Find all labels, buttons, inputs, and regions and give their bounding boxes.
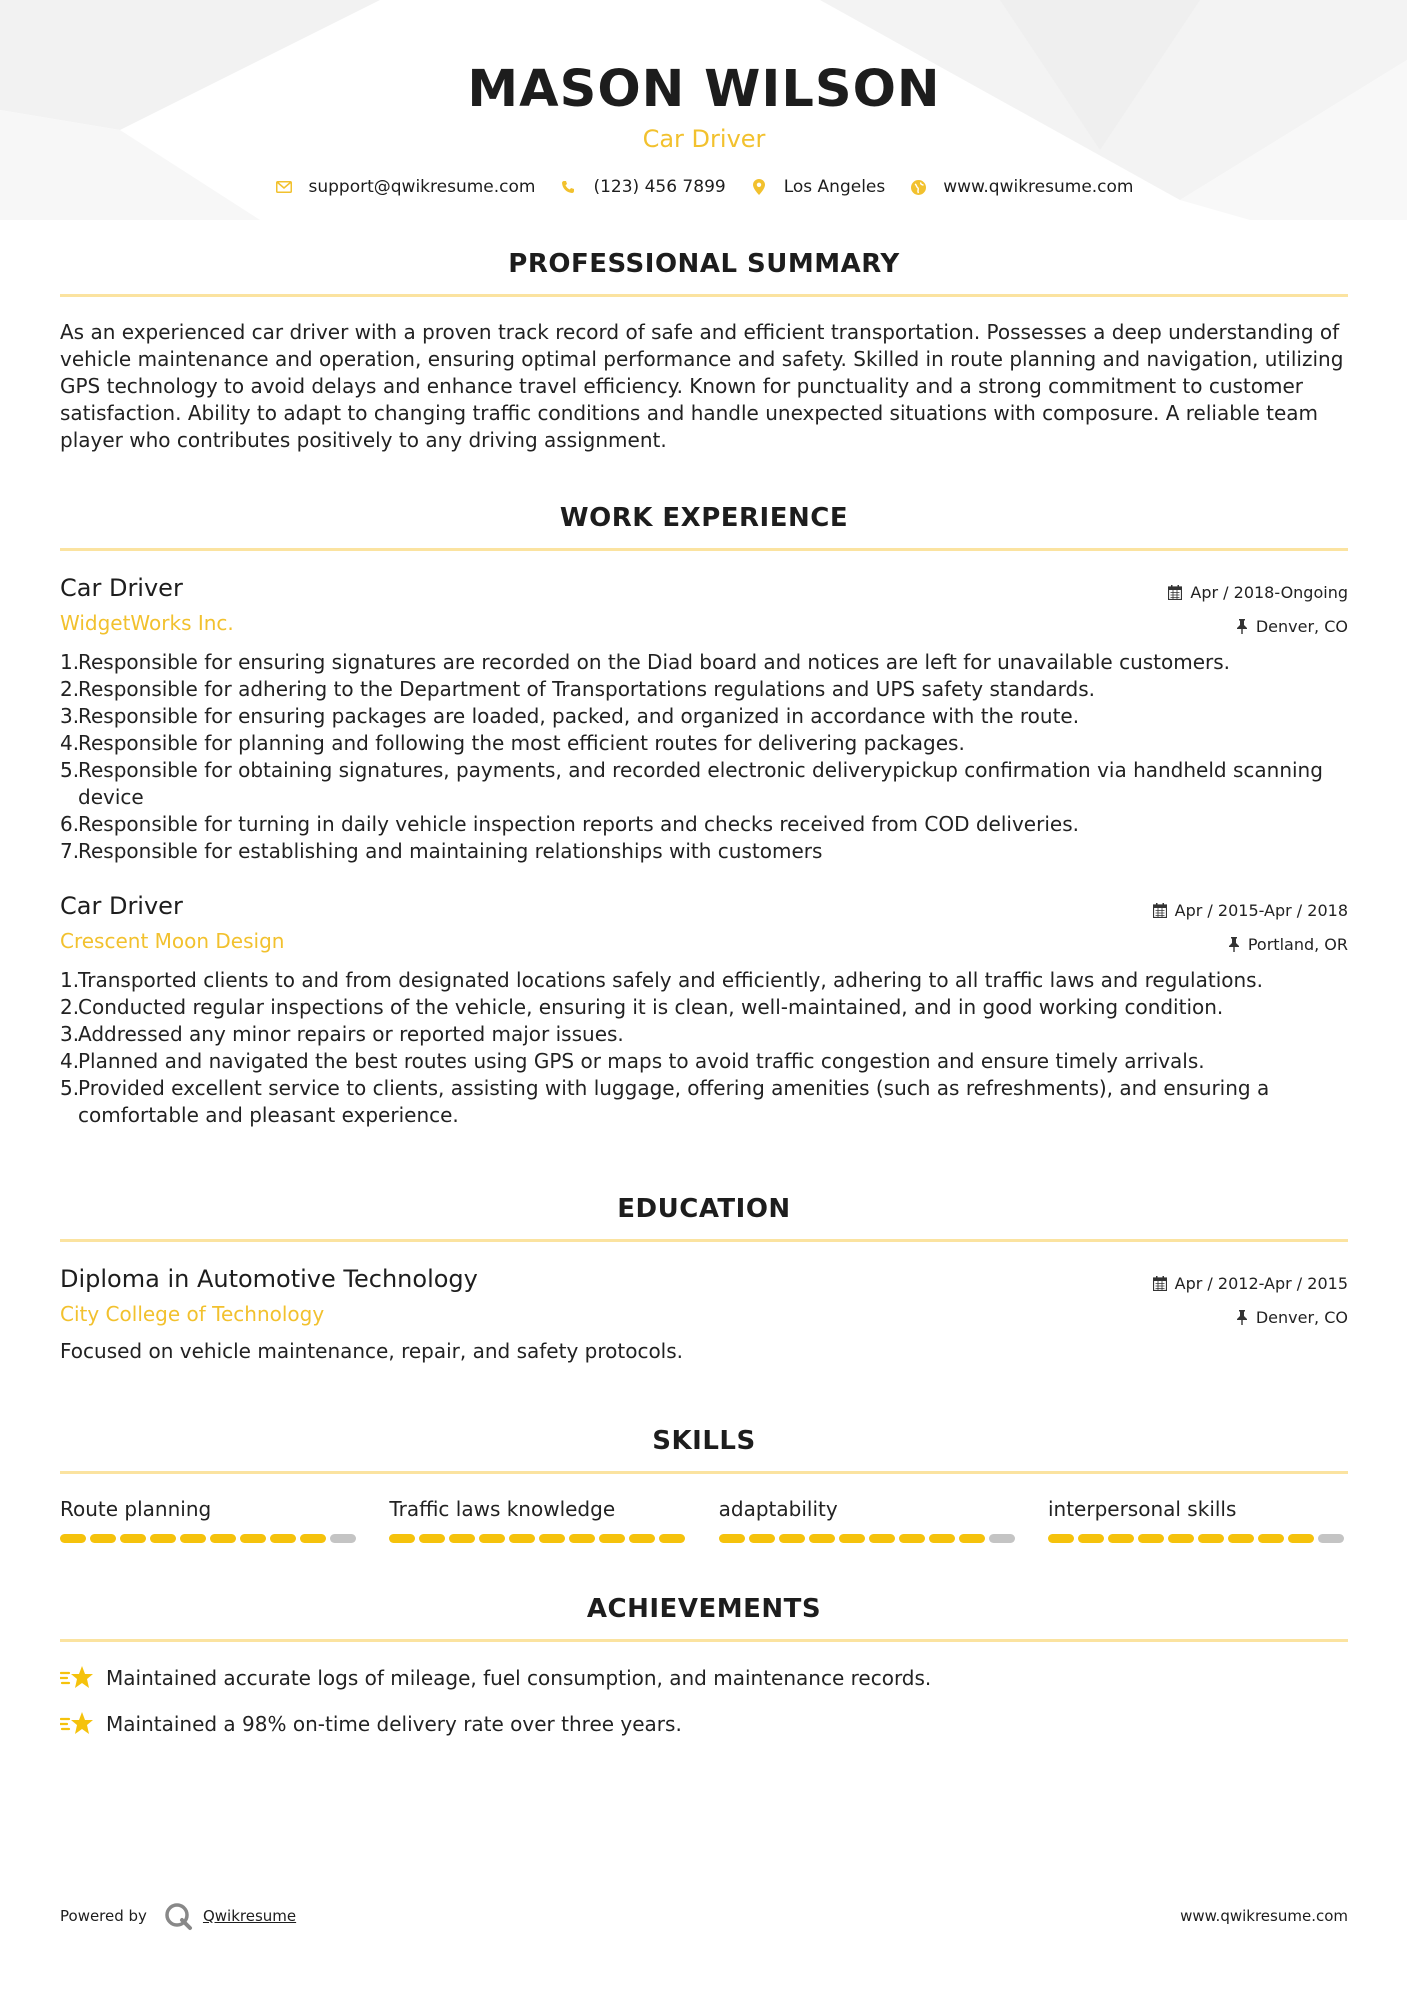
job-date [1168,583,1348,602]
shooting-star-icon [60,1664,94,1692]
list-item: Maintained accurate logs of mileage, fuel consumption, and maintenance records. [60,1664,1348,1692]
footer-website-link[interactable]: www.qwikresume.com [1180,1907,1348,1925]
rating-dot-filled [1138,1534,1164,1543]
list-item: 7. Responsible for establishing and maintaining relationships with customers [60,839,823,863]
job-bullets [60,649,1348,865]
summary-section [60,246,1348,454]
contact-bar [60,174,1348,200]
list-item: 1. Responsible for ensuring signatures are recorded on the Diad board and notices are left for unavailable customers. [60,650,1231,674]
page-footer [60,1896,1348,1936]
skill-item [60,1496,360,1543]
education-entry [60,1264,1348,1365]
rating-dot-filled [449,1534,475,1543]
rating-dot-filled [1078,1534,1104,1543]
education-heading: EDUCATION [617,1194,791,1224]
job-location [1228,935,1348,954]
rating-dot-filled [210,1534,236,1543]
achievements-section [60,1591,1348,1738]
rating-dot-empty [1318,1534,1344,1543]
powered-by [60,1901,296,1931]
rating-dot-filled [779,1534,805,1543]
list-item: 2. Responsible for adhering to the Department of Transportations regulations and UPS safety standards. [60,677,1095,701]
skill-name: Traffic laws knowledge [389,1497,616,1521]
rating-dot-filled [539,1534,565,1543]
education-description: Focused on vehicle maintenance, repair, and safety protocols. [60,1339,684,1363]
calendar-icon [1168,585,1182,600]
section-divider [60,548,1348,551]
rating-dot-filled [479,1534,505,1543]
rating-dot-filled [959,1534,985,1543]
education-section [60,1191,1348,1365]
phone-icon [559,178,577,196]
resume-page [60,0,1348,1756]
rating-dot-filled [509,1534,535,1543]
rating-dot-filled [809,1534,835,1543]
education-school: City College of Technology [60,1302,325,1326]
rating-dot-filled [90,1534,116,1543]
rating-dot-filled [180,1534,206,1543]
education-date [1153,1274,1348,1293]
pushpin-icon [1228,937,1240,952]
job-date [1153,901,1348,920]
rating-dot-filled [629,1534,655,1543]
list-item: Maintained a 98% on-time delivery rate over three years. [60,1710,1348,1738]
achievements-heading: ACHIEVEMENTS [586,1594,822,1624]
list-item: 6. Responsible for turning in daily vehicle inspection reports and checks received from COD deliveries. [60,812,1079,836]
envelope-icon [275,178,293,196]
education-location-text: Denver, CO [1255,1308,1348,1327]
skill-rating [389,1534,689,1543]
skill-item [389,1496,689,1543]
powered-by-label: Powered by [60,1907,147,1925]
list-item: 3. Addressed any minor repairs or reported major issues. [60,1022,624,1046]
rating-dot-empty [989,1534,1015,1543]
globe-icon [909,178,927,196]
rating-dot-filled [270,1534,296,1543]
list-item: 5. Provided excellent service to clients, assisting with luggage, offering amenities (such as refreshments), and ensuring a comfortable and pleasant experience. [60,1076,1270,1127]
job-entry [60,573,1348,865]
job-location-text: Portland, OR [1247,935,1348,954]
rating-dot-filled [1288,1534,1314,1543]
map-pin-icon [750,178,768,196]
contact-location [750,177,886,197]
job-location [1236,617,1348,636]
skill-name: interpersonal skills [1047,1497,1237,1521]
qwikresume-logo-icon [163,1901,193,1931]
skill-rating [1048,1534,1348,1543]
section-divider [60,294,1348,297]
education-degree: Diploma in Automotive Technology [60,1265,478,1293]
list-item: 2. Conducted regular inspections of the vehicle, ensuring it is clean, well-maintained, and in good working condition. [60,995,1224,1019]
education-location [1236,1308,1348,1327]
pushpin-icon [1236,619,1248,634]
contact-phone[interactable] [559,177,725,197]
contact-email-text: support@qwikresume.com [308,177,536,197]
rating-dot-filled [719,1534,745,1543]
job-title: Car Driver [60,892,183,920]
list-item: 4. Planned and navigated the best routes using GPS or maps to avoid traffic congestion and ensure timely arrivals. [60,1049,1205,1073]
job-location-text: Denver, CO [1255,617,1348,636]
education-date-text: Apr / 2012-Apr / 2015 [1174,1274,1348,1293]
rating-dot-filled [929,1534,955,1543]
rating-dot-filled [749,1534,775,1543]
rating-dot-filled [240,1534,266,1543]
list-item: 3. Responsible for ensuring packages are loaded, packed, and organized in accordance with the route. [60,704,1080,728]
job-entry [60,891,1348,1129]
job-bullets [60,967,1348,1129]
rating-dot-filled [569,1534,595,1543]
job-title: Car Driver [60,574,183,602]
summary-text: As an experienced car driver with a proven track record of safe and efficient transportation. Possesses a deep understanding of vehicle maintenance and operation, ensuring optimal performance and safety. Skilled in route planning and navigation, utilizing GPS technology to avoid delays and enhance travel efficiency. Known for punctuality and a strong commitment to customer satisfaction. Ability to adapt to changing traffic conditions and handle unexpected situations with composure. A reliable team player who contributes positively to any driving assignment. [60,320,1344,452]
rating-dot-filled [599,1534,625,1543]
contact-email[interactable] [275,177,536,197]
rating-dot-filled [1198,1534,1224,1543]
skill-name: adaptability [718,1497,838,1521]
job-date-text: Apr / 2015-Apr / 2018 [1174,901,1348,920]
skills-grid [60,1496,1348,1543]
resume-header [60,0,1348,200]
achievements-list [60,1664,1348,1738]
skill-rating [60,1534,360,1543]
rating-dot-filled [1258,1534,1284,1543]
job-company: WidgetWorks Inc. [60,611,234,635]
skill-item [719,1496,1019,1543]
shooting-star-icon [60,1710,94,1738]
rating-dot-filled [389,1534,415,1543]
contact-website-text: www.qwikresume.com [943,177,1134,197]
rating-dot-empty [330,1534,356,1543]
rating-dot-filled [1048,1534,1074,1543]
rating-dot-filled [839,1534,865,1543]
rating-dot-filled [1108,1534,1134,1543]
section-divider [60,1239,1348,1242]
rating-dot-filled [659,1534,685,1543]
experience-heading: WORK EXPERIENCE [559,503,849,533]
summary-heading: PROFESSIONAL SUMMARY [508,249,900,279]
section-divider [60,1639,1348,1642]
job-date-text: Apr / 2018-Ongoing [1190,583,1348,602]
rating-dot-filled [899,1534,925,1543]
calendar-icon [1153,1276,1167,1291]
skill-name: Route planning [60,1497,212,1521]
job-company: Crescent Moon Design [60,929,285,953]
skill-item [1048,1496,1348,1543]
contact-location-text: Los Angeles [783,177,886,197]
contact-phone-text: (123) 456 7899 [593,177,726,197]
rating-dot-filled [60,1534,86,1543]
list-item: 1. Transported clients to and from designated locations safely and efficiently, adhering to all traffic laws and regulations. [60,968,1263,992]
calendar-icon [1153,903,1167,918]
candidate-name: MASON WILSON [467,60,941,119]
skill-rating [719,1534,1019,1543]
list-item: 5. Responsible for obtaining signatures, payments, and recorded electronic deliverypickup confirmation via handheld scanning device [60,758,1323,809]
candidate-role: Car Driver [642,125,766,153]
skills-heading: SKILLS [652,1426,756,1456]
rating-dot-filled [419,1534,445,1543]
rating-dot-filled [869,1534,895,1543]
rating-dot-filled [120,1534,146,1543]
rating-dot-filled [300,1534,326,1543]
list-item: 4. Responsible for planning and following the most efficient routes for delivering packages. [60,731,965,755]
pushpin-icon [1236,1310,1248,1325]
skills-section [60,1423,1348,1543]
section-divider [60,1471,1348,1474]
rating-dot-filled [1228,1534,1254,1543]
experience-section [60,500,1348,1129]
rating-dot-filled [150,1534,176,1543]
rating-dot-filled [1168,1534,1194,1543]
brand-link[interactable]: Qwikresume [202,1907,297,1925]
contact-website[interactable] [909,177,1133,197]
